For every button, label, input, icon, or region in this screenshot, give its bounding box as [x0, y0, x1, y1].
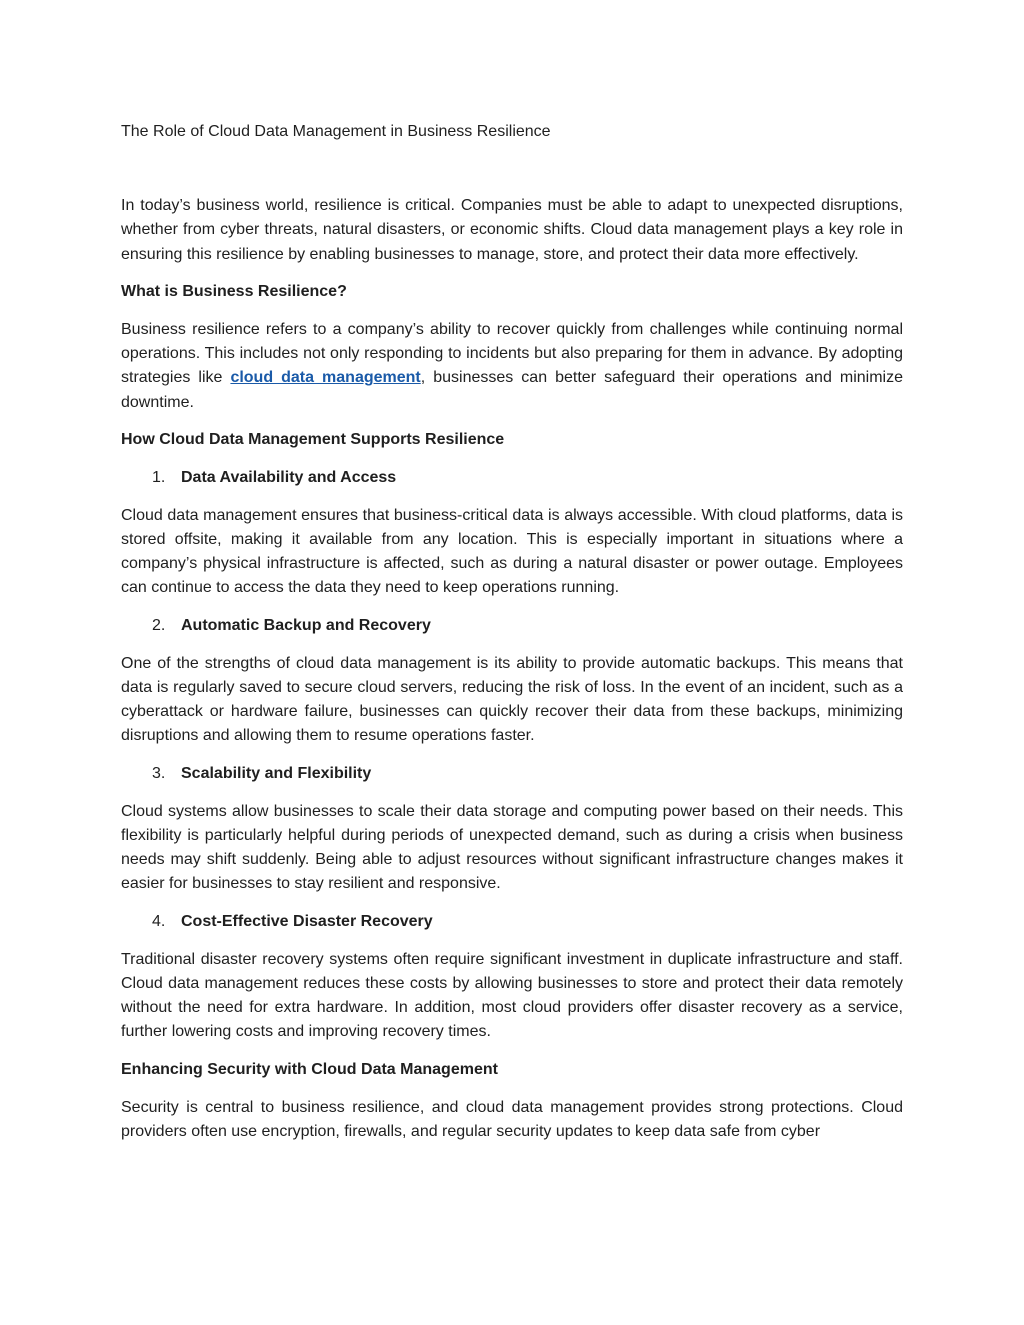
paragraph-text: , businesses can better safeguard their operations and minimize downtime. [121, 369, 903, 411]
list-item-title: Cost-Effective Disaster Recovery [181, 913, 433, 931]
list-item-title: Scalability and Flexibility [181, 765, 372, 783]
list-item-heading [121, 910, 903, 934]
list-number: 1. [152, 469, 166, 487]
list-item-body: Cloud systems allow businesses to scale their data storage and computing power based on their needs. This flexibility is particularly helpful during periods of unexpected demand, such as during a crisis when business needs may shift suddenly. Being able to adjust resources without significant infrastructure changes makes it easier for businesses to stay resilient and responsive. [121, 802, 903, 893]
list-item-heading [121, 614, 903, 638]
paragraph-text: Business resilience refers to a company’s ability to recover quickly from challenges while continuing normal operations. This includes not only responding to incidents but also preparing for them in advance. By adopting strategies like [121, 321, 903, 387]
list-item-title: Automatic Backup and Recovery [181, 617, 431, 635]
list-item-heading [121, 466, 903, 490]
section-heading-business-resilience: What is Business Resilience? [121, 283, 347, 301]
security-paragraph: Security is central to business resilience, and cloud data management provides strong protections. Cloud providers often use encryption, firewalls, and regular security updates to keep data safe from cyber [121, 1098, 903, 1140]
list-item-body: Cloud data management ensures that business-critical data is always accessible. With cloud platforms, data is stored offsite, making it available from any location. This is especially important in situations where a company’s physical infrastructure is affected, such as during a natural disaster or power outage. Employees can continue to access the data they need to keep operations running. [121, 506, 903, 597]
section-heading-supports-resilience: How Cloud Data Management Supports Resilience [121, 431, 505, 449]
list-item-body: One of the strengths of cloud data management is its ability to provide automatic backups. This means that data is regularly saved to secure cloud servers, reducing the risk of loss. In the event of an incident, such as a cyberattack or hardware failure, businesses can quickly recover their data from these backups, minimizing disruptions and allowing them to resume operations faster. [121, 654, 903, 745]
list-number: 3. [152, 765, 166, 783]
intro-paragraph: In today’s business world, resilience is critical. Companies must be able to adapt to unexpected disruptions, whether from cyber threats, natural disasters, or economic shifts. Cloud data management plays a key role in ensuring this resilience by enabling businesses to manage, store, and protect their data more effectively. [121, 197, 903, 263]
list-item-body: Traditional disaster recovery systems often require significant investment in duplicate infrastructure and staff. Cloud data management reduces these costs by allowing businesses to store and protect their data remotely without the need for extra hardware. In addition, most cloud providers offer disaster recovery as a service, further lowering costs and improving recovery times. [121, 950, 903, 1041]
list-number: 2. [152, 617, 166, 635]
document-page [121, 120, 903, 1158]
document-title: The Role of Cloud Data Management in Business Resilience [121, 123, 551, 140]
list-item-title: Data Availability and Access [181, 469, 397, 487]
section-heading-security: Enhancing Security with Cloud Data Management [121, 1061, 498, 1079]
business-resilience-paragraph [121, 318, 903, 415]
list-item-heading [121, 762, 903, 786]
list-number: 4. [152, 913, 166, 931]
cloud-data-management-link[interactable]: cloud data management [230, 369, 421, 387]
